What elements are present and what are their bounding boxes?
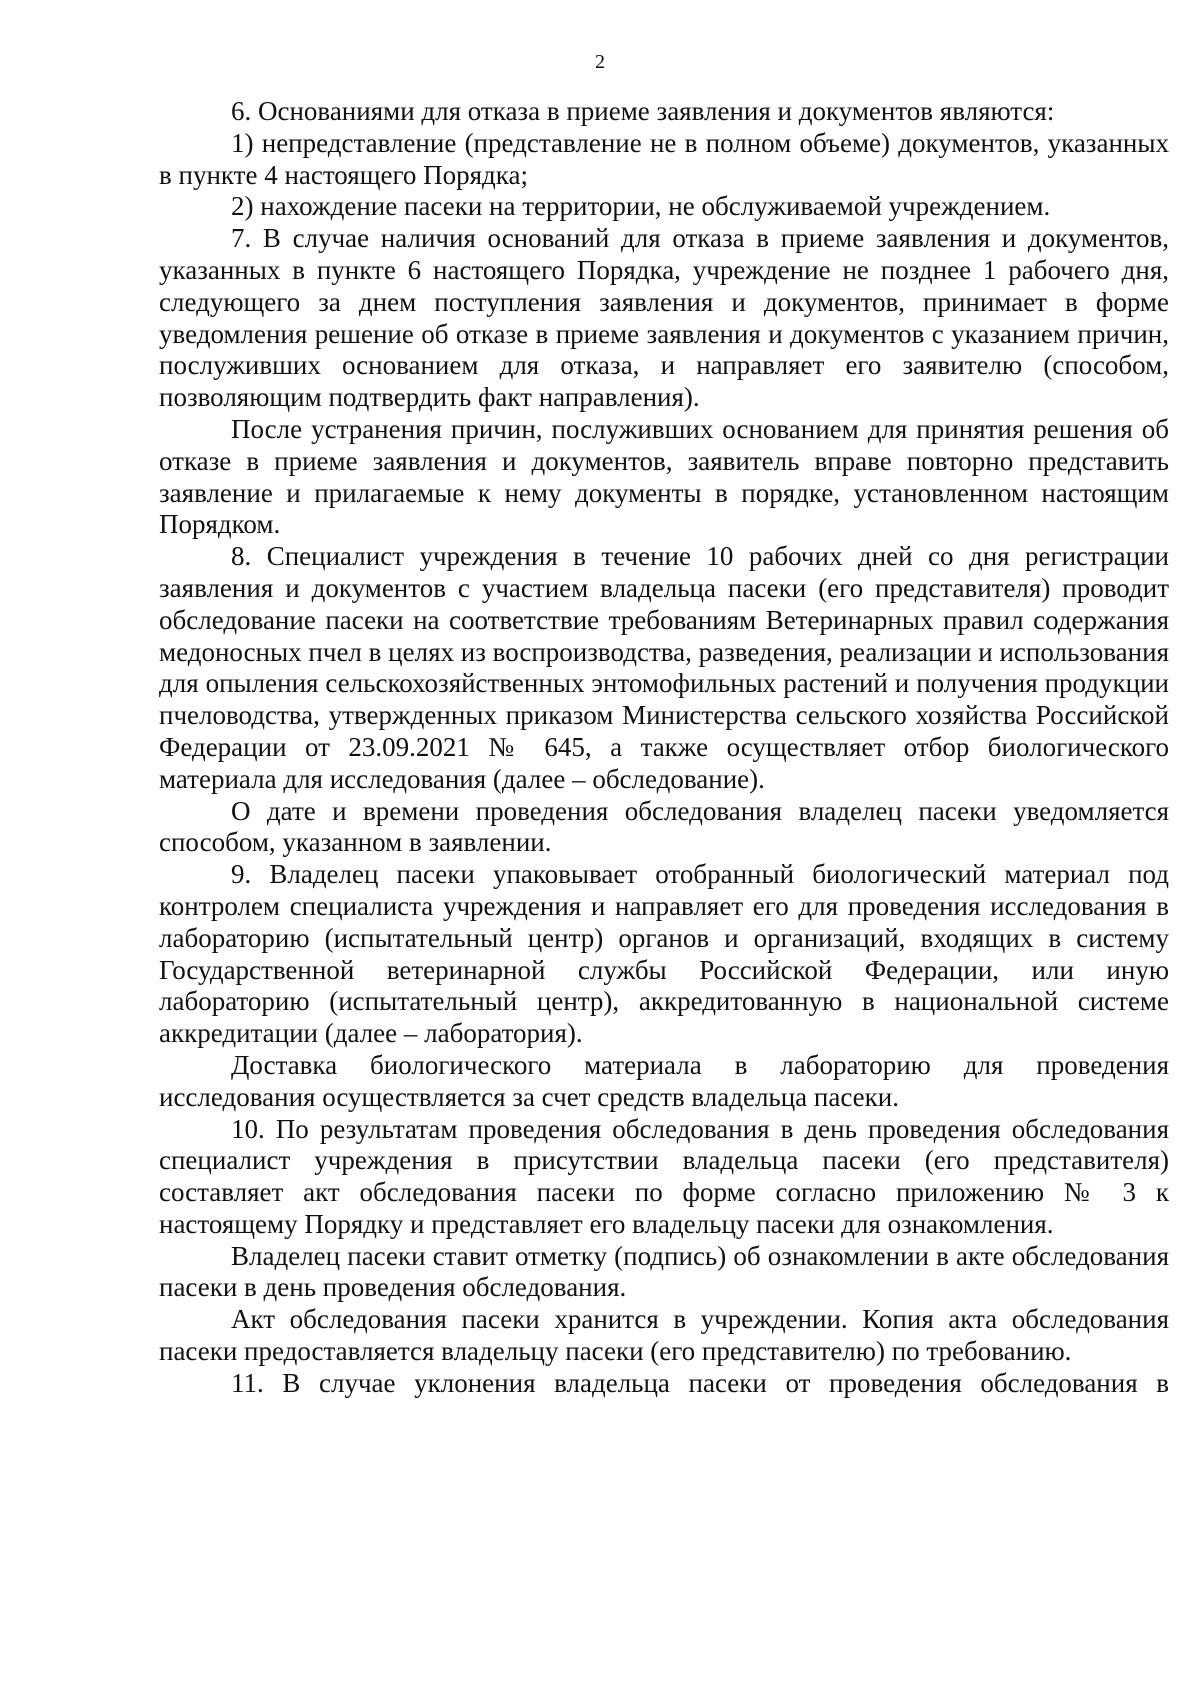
paragraph-11: 11. В случае уклонения владельца пасеки от проведения обследования в	[231, 1367, 1169, 1398]
document-body	[159, 96, 1169, 1400]
paragraph-8-notification: О дате и времени проведения обследования владелец пасеки уведомляется способом, указанном в заявлении.	[159, 795, 1169, 858]
paragraph-6-item-1: 1) непредставление (представление не в полном объеме) документов, указанных в пункте 4 настоящего Порядка;	[159, 127, 1169, 190]
paragraph-7-resubmission: После устранения причин, послуживших основанием для принятия решения об отказе в приеме заявления и документов, заявитель вправе повторно представить заявление и прилагаемые к нему документы в порядке, установленном настоящим Порядком.	[159, 413, 1169, 540]
page-number: 2	[595, 51, 605, 73]
paragraph-6-item-2: 2) нахождение пасеки на территории, не обслуживаемой учреждением.	[231, 191, 1051, 222]
paragraph-6: 6. Основаниями для отказа в приеме заявления и документов являются:	[231, 96, 1055, 126]
paragraph-9: 9. Владелец пасеки упаковывает отобранный биологический материал под контролем специалиста учреждения и направляет его для проведения исследования в лабораторию (испытательный центр) органов и организаций, входящих в систему Государственной ветеринарной службы Российской Федерации, или иную лабораторию (испытательный центр), аккредитованную в национальной системе аккредитации (далее – лаборатория).	[159, 859, 1169, 1049]
paragraph-8: 8. Специалист учреждения в течение 10 рабочих дней со дня регистрации заявления и документов с участием владельца пасеки (его представителя) проводит обследование пасеки на соответствие требованиям Ветеринарных правил содержания медоносных пчел в целях из воспроизводства, разведения, реализации и использования для опыления сельскохозяйственных энтомофильных растений и получения продукции пчеловодства, утвержденных приказом Министерства сельского хозяйства Российской Федерации от 23.09.2021 № 645, а также осуществляет отбор биологического материала для исследования (далее – обследование).	[159, 541, 1169, 794]
paragraph-7: 7. В случае наличия оснований для отказа в приеме заявления и документов, указанных в пункте 6 настоящего Порядка, учреждение не позднее 1 рабочего дня, следующего за днем поступления заявления и документов, принимает в форме уведомления решение об отказе в приеме заявления и документов с указанием причин, послуживших основанием для отказа, и направляет его заявителю (способом, позволяющим подтвердить факт направления).	[159, 223, 1169, 413]
paragraph-10: 10. По результатам проведения обследования в день проведения обследования специалист учреждения в присутствии владельца пасеки (его представителя) составляет акт обследования пасеки по форме согласно приложению № 3 к настоящему Порядку и представляет его владельцу пасеки для ознакомления.	[159, 1113, 1169, 1239]
paragraph-10-act-storage: Акт обследования пасеки хранится в учреждении. Копия акта обследования пасеки предоставляется владельцу пасеки (его представителю) по требованию.	[159, 1304, 1169, 1367]
paragraph-9-delivery: Доставка биологического материала в лабораторию для проведения исследования осуществляется за счет средств владельца пасеки.	[159, 1049, 1169, 1112]
paragraph-10-signature: Владелец пасеки ставит отметку (подпись) об ознакомлении в акте обследования пасеки в день проведения обследования.	[159, 1240, 1169, 1303]
